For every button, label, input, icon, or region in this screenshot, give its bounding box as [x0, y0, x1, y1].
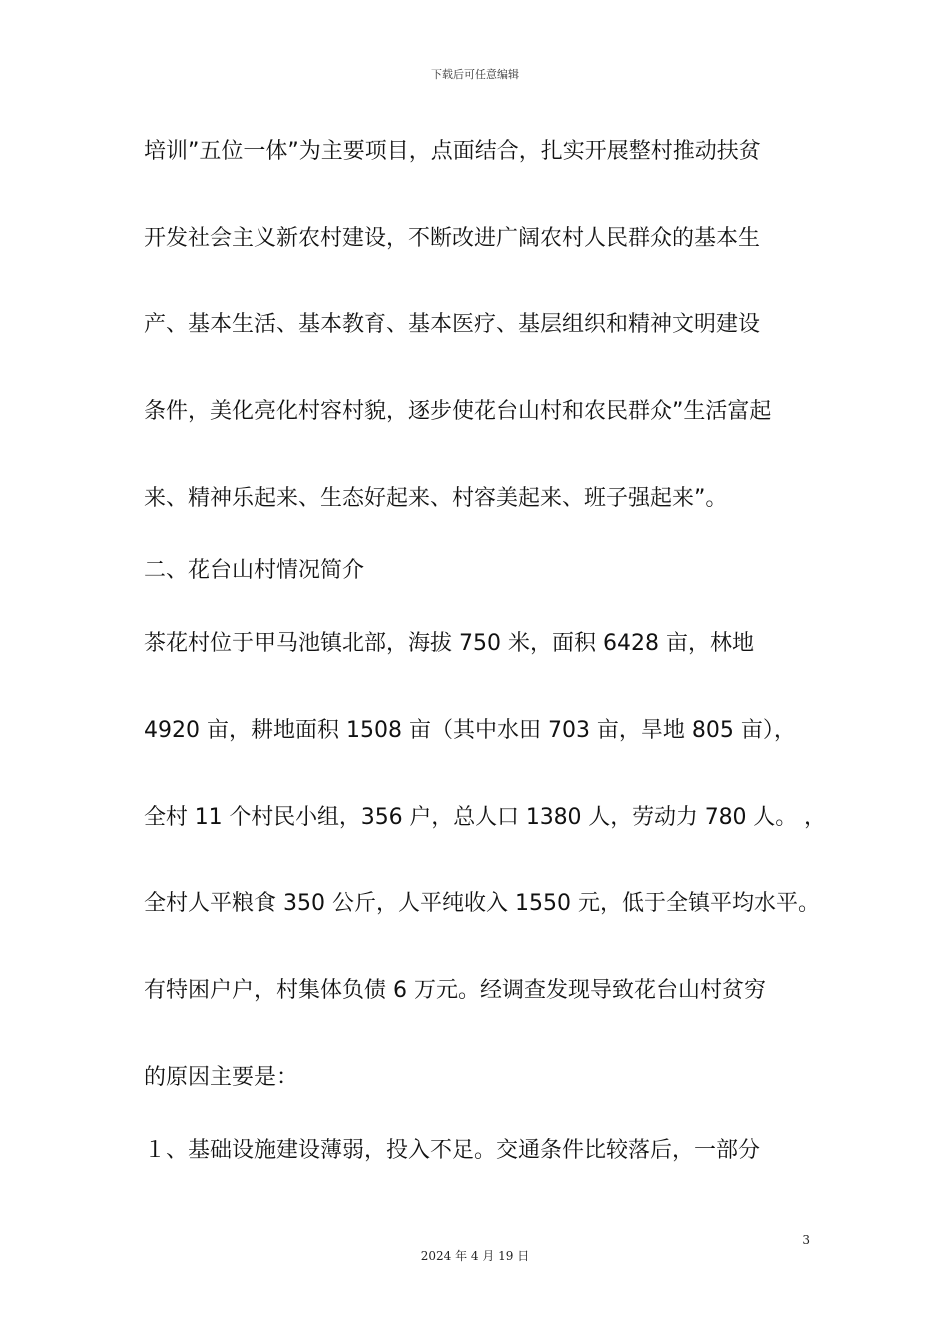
body-line: 条件，美化亮化村容村貌，逐步使花台山村和农民群众”生活富起 — [144, 399, 772, 424]
page-number: 3 — [802, 1233, 810, 1247]
section-heading: 二、花台山村情况简介 — [144, 558, 365, 583]
body-line: 产、基本生活、基本教育、基本医疗、基层组织和精神文明建设 — [144, 312, 761, 337]
list-item: １、基础设施建设薄弱，投入不足。交通条件比较落后，一部分 — [144, 1138, 761, 1163]
body-line: 的原因主要是： — [144, 1065, 299, 1090]
body-line: 培训”五位一体”为主要项目，点面结合，扎实开展整村推动扶贫 — [144, 139, 761, 164]
body-line: 有特困户户，村集体负债 6 万元。经调查发现导致花台山村贫穷 — [144, 978, 766, 1003]
body-line: 开发社会主义新农村建设，不断改进广阔农村人民群众的基本生 — [144, 226, 761, 251]
body-line: 来、精神乐起来、生态好起来、村容美起来、班子强起来”。 — [144, 486, 728, 511]
body-line: 全村 11 个村民小组，356 户，总人口 1380 人，劳动力 780 人。 ， — [144, 805, 826, 830]
body-line: 茶花村位于甲马池镇北部，海拔 750 米，面积 6428 亩，林地 — [144, 631, 754, 656]
page-header: 下载后可任意编辑 — [431, 68, 519, 81]
body-line: 4920 亩，耕地面积 1508 亩（其中水田 703 亩，旱地 805 亩）， — [144, 718, 796, 743]
page-footer-date: 2024 年 4 月 19 日 — [420, 1249, 530, 1263]
body-line: 全村人平粮食 350 公斤，人平纯收入 1550 元，低于全镇平均水平。 — [144, 891, 820, 916]
